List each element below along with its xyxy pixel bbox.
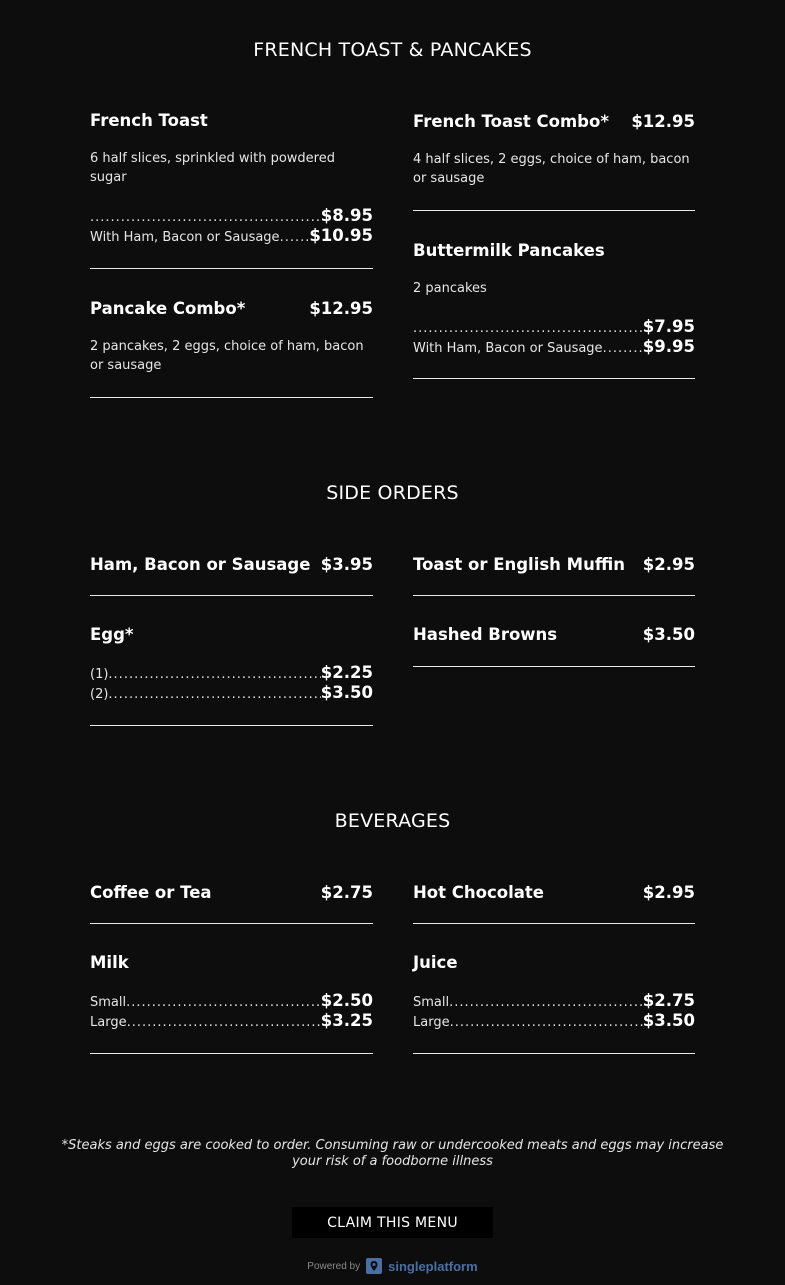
- menu-item-coffee-tea: [90, 883, 373, 924]
- dot-leader: [450, 1015, 643, 1030]
- column-right-beverages: [413, 883, 695, 1063]
- variant-row: [90, 683, 373, 703]
- column-right-side-orders: [413, 555, 695, 735]
- powered-by-label: Powered by: [307, 1260, 361, 1272]
- disclaimer-text: *Steaks and eggs are cooked to order. Consuming raw or undercooked meats and eggs may increase your risk of a foodborne illness: [61, 1138, 724, 1169]
- item-name: Pancake Combo*: [90, 299, 246, 318]
- item-name: Ham, Bacon or Sausage: [90, 555, 311, 574]
- variant-price: $9.95: [642, 337, 695, 356]
- item-name: Milk: [90, 953, 129, 972]
- column-right-french-toast: [413, 112, 695, 412]
- variant-row: [90, 1011, 373, 1031]
- menu-item-ham-bacon-sausage: [90, 555, 373, 596]
- item-description: 2 pancakes, 2 eggs, choice of ham, bacon or sausage: [90, 339, 364, 373]
- variant-label: Small: [90, 995, 127, 1010]
- variant-price: $7.95: [642, 317, 695, 336]
- column-left-beverages: [90, 883, 373, 1063]
- variant-label: (1): [90, 667, 109, 682]
- variant-row: [90, 226, 373, 246]
- item-price: $12.95: [631, 112, 695, 131]
- menu-item-hot-chocolate: [413, 883, 695, 924]
- singleplatform-logo-icon: [366, 1258, 382, 1274]
- section-title-side-orders: SIDE ORDERS: [326, 482, 459, 504]
- item-price: $2.75: [320, 883, 373, 902]
- variant-price: $8.95: [320, 206, 373, 225]
- variant-price: $2.75: [642, 991, 695, 1010]
- section-title-french-toast: FRENCH TOAST & PANCAKES: [253, 39, 532, 61]
- menu-item-juice: [413, 953, 695, 1054]
- section-title-beverages: BEVERAGES: [334, 810, 451, 832]
- item-price: $12.95: [309, 299, 373, 318]
- column-left-side-orders: [90, 555, 373, 735]
- item-name: Toast or English Muffin: [413, 555, 625, 574]
- variant-price: $10.95: [309, 226, 373, 245]
- item-variants: [413, 991, 695, 1031]
- dot-leader: [108, 667, 320, 682]
- item-name: Juice: [413, 953, 458, 972]
- menu-item-egg: [90, 625, 373, 726]
- variant-row: [413, 317, 695, 337]
- variant-row: [90, 663, 373, 683]
- variant-row: [413, 991, 695, 1011]
- menu-item-french-toast: [90, 111, 373, 269]
- item-price: $2.95: [642, 555, 695, 574]
- item-name: Buttermilk Pancakes: [413, 241, 605, 260]
- item-price: $3.95: [320, 555, 373, 574]
- menu-item-hashed-browns: [413, 625, 695, 667]
- variant-row: [413, 337, 695, 357]
- column-left-french-toast: [90, 111, 373, 411]
- item-name: French Toast: [90, 111, 208, 130]
- menu-item-pancake-combo: [90, 299, 373, 398]
- variant-label: Small: [413, 995, 450, 1010]
- item-variants: [90, 663, 373, 703]
- item-variants: [413, 317, 695, 357]
- variant-label: With Ham, Bacon or Sausage: [413, 341, 603, 356]
- item-name: French Toast Combo*: [413, 112, 609, 131]
- item-variants: [90, 206, 373, 246]
- item-price: $3.50: [642, 625, 695, 644]
- menu-item-milk: [90, 953, 373, 1054]
- item-name: Coffee or Tea: [90, 883, 212, 902]
- item-price: $2.95: [642, 883, 695, 902]
- variant-price: $3.50: [642, 1011, 695, 1030]
- item-name: Hashed Browns: [413, 625, 558, 644]
- singleplatform-brand: singleplatform: [388, 1258, 478, 1274]
- item-name: Hot Chocolate: [413, 883, 544, 902]
- menu-item-french-toast-combo: [413, 112, 695, 211]
- variant-label: Large: [413, 1015, 450, 1030]
- variant-label: Large: [90, 1015, 127, 1030]
- item-name: Egg*: [90, 625, 134, 644]
- dot-leader: [127, 1015, 321, 1030]
- powered-by-footer[interactable]: [0, 1256, 785, 1276]
- item-description: 4 half slices, 2 eggs, choice of ham, bacon or sausage: [413, 152, 690, 186]
- dot-leader: [126, 995, 321, 1010]
- dot-leader: [108, 687, 320, 702]
- variant-price: $3.50: [320, 683, 373, 702]
- variant-price: $3.25: [320, 1011, 373, 1030]
- menu-item-buttermilk-pancakes: [413, 241, 695, 379]
- item-description: 6 half slices, sprinkled with powdered sugar: [90, 151, 335, 185]
- variant-label: With Ham, Bacon or Sausage: [90, 230, 280, 245]
- variant-label: (2): [90, 687, 109, 702]
- variant-row: [413, 1011, 695, 1031]
- item-variants: [90, 991, 373, 1031]
- dot-leader: [280, 230, 310, 245]
- variant-price: $2.50: [320, 991, 373, 1010]
- dot-leader: [413, 321, 643, 336]
- variant-row: [90, 991, 373, 1011]
- variant-price: $2.25: [320, 663, 373, 682]
- claim-menu-button[interactable]: CLAIM THIS MENU: [292, 1207, 493, 1238]
- menu-item-toast-muffin: [413, 555, 695, 596]
- variant-row: [90, 206, 373, 226]
- item-description: 2 pancakes: [413, 281, 487, 296]
- dot-leader: [90, 210, 321, 225]
- dot-leader: [449, 995, 643, 1010]
- dot-leader: [603, 341, 643, 356]
